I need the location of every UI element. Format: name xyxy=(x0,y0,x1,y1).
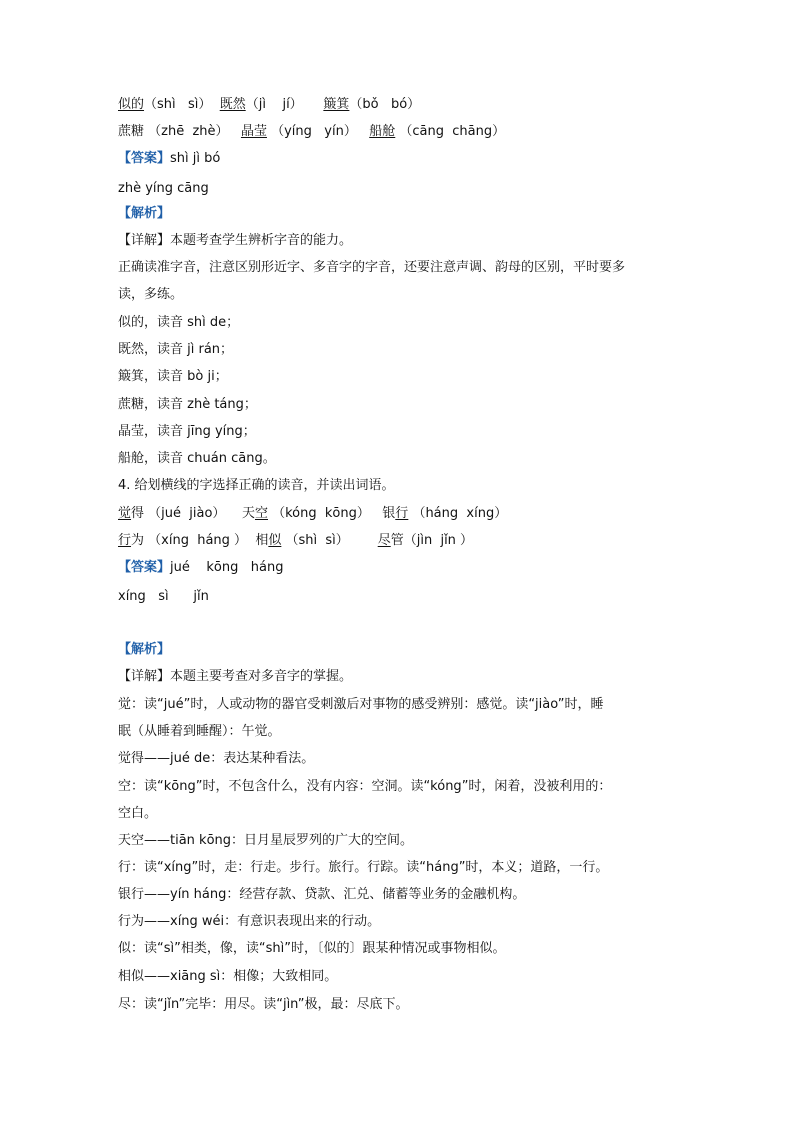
pinyin-options: （jì jí） xyxy=(245,97,303,112)
explanation-line: 行：读“xíng”时，走：行走。步行。旅行。行踪。读“háng”时，本义；道路，一行。 xyxy=(118,860,609,875)
pinyin-row-1 xyxy=(118,96,420,114)
underlined-char: 尽 xyxy=(377,533,391,548)
plain-char: 相 xyxy=(255,533,269,548)
reading-line: 蔗糖，读音 zhè táng； xyxy=(118,397,257,412)
word-jiran: 既然 xyxy=(219,97,246,112)
word-zhetang: 蔗糖 xyxy=(118,124,145,139)
plain-char: 银 xyxy=(382,506,396,521)
paragraph-line: 读，多练。 xyxy=(118,287,184,302)
pinyin-options: （zhē zhè） xyxy=(144,124,229,139)
answer-line xyxy=(118,150,220,168)
detail-line xyxy=(118,232,352,250)
underlined-char: 行 xyxy=(395,506,409,521)
answer-tag: 【答案】 xyxy=(118,151,171,166)
explanation-line: 觉得——jué de：表达某种看法。 xyxy=(118,751,315,766)
explanation-line: 觉：读“jué”时，人或动物的器官受刺激后对事物的感受辨别：感觉。读“jiào”时，睡 xyxy=(118,697,604,712)
plain-char: 管 xyxy=(390,533,404,548)
pinyin-options: （shì sì） xyxy=(281,533,349,548)
pinyin-options: （xíng háng ） xyxy=(144,533,248,548)
plain-char: 为 xyxy=(131,533,145,548)
detail-text: 本题考查学生辨析字音的能力。 xyxy=(170,233,353,248)
explanation-line: 似：读“sì”相类，像，读“shì”时，〔似的〕跟某种情况或事物相似。 xyxy=(118,941,506,956)
underlined-char: 空 xyxy=(254,506,268,521)
pinyin-options: （jué jiào） xyxy=(144,506,226,521)
answer-text: jué kōng háng xyxy=(170,560,284,575)
pinyin-options: （cāng chāng） xyxy=(395,124,506,139)
word-chuancang: 船舱 xyxy=(369,124,396,139)
answer-line-2: xíng sì jǐn xyxy=(118,589,209,604)
explanation-line: 空白。 xyxy=(118,806,158,821)
detail-line xyxy=(118,668,352,686)
answer-text: shì jì bó xyxy=(170,151,221,166)
explanation-line: 天空——tiān kōng：日月星辰罗列的广大的空间。 xyxy=(118,833,414,848)
paragraph-line: 正确读准字音，注意区别形近字、多音字的字音，还要注意声调、韵母的区别，平时要多 xyxy=(118,260,626,275)
explanation-line: 银行——yín háng：经营存款、贷款、汇兑、储蓄等业务的金融机构。 xyxy=(118,887,526,902)
plain-char: 天 xyxy=(241,506,255,521)
pinyin-options: （kóng kōng） xyxy=(267,506,370,521)
analysis-tag: 【解析】 xyxy=(118,206,171,221)
analysis-tag: 【解析】 xyxy=(118,642,171,657)
detail-text: 本题主要考查对多音字的掌握。 xyxy=(170,669,353,684)
q4-row-2 xyxy=(118,532,473,550)
answer-line xyxy=(118,559,283,577)
explanation-line: 眠（从睡着到睡醒）：午觉。 xyxy=(118,724,281,739)
pinyin-options: （shì sì） xyxy=(144,97,212,112)
q4-row-1 xyxy=(118,505,507,523)
reading-line: 既然，读音 jì rán； xyxy=(118,342,234,357)
plain-char: 得 xyxy=(131,506,145,521)
explanation-line: 空：读“kōng”时，不包含什么，没有内容：空洞。读“kóng”时，闲着，没被利用的： xyxy=(118,779,612,794)
explanation-line: 行为——xíng wéi：有意识表现出来的行动。 xyxy=(118,914,381,929)
question-title: 4. 给划横线的字选择正确的读音，并读出词语。 xyxy=(118,478,395,493)
underlined-char: 似 xyxy=(268,533,282,548)
underlined-char: 行 xyxy=(118,533,132,548)
detail-tag: 【详解】 xyxy=(118,233,171,248)
reading-line: 船舱，读音 chuán cāng。 xyxy=(118,451,276,466)
word-boji: 簸箕 xyxy=(323,97,350,112)
reading-line: 晶莹，读音 jīng yíng； xyxy=(118,424,256,439)
reading-line: 簸箕，读音 bò ji； xyxy=(118,369,228,384)
reading-line: 似的，读音 shì de； xyxy=(118,315,240,330)
detail-tag: 【详解】 xyxy=(118,669,171,684)
word-sishi: 似的 xyxy=(118,97,145,112)
underlined-char: 觉 xyxy=(118,506,132,521)
answer-line-2: zhè yíng cāng xyxy=(118,181,209,196)
explanation-line: 尽：读“jǐn”完毕：用尽。读“jìn”极，最：尽底下。 xyxy=(118,997,409,1012)
pinyin-options: （háng xíng） xyxy=(408,506,508,521)
word-jingying: 晶莹 xyxy=(240,124,267,139)
pinyin-options: （jìn jǐn ） xyxy=(403,533,474,548)
pinyin-row-2 xyxy=(118,123,505,141)
answer-tag: 【答案】 xyxy=(118,560,171,575)
explanation-line: 相似——xiāng sì：相像；大致相同。 xyxy=(118,969,338,984)
pinyin-options: （yíng yín） xyxy=(266,124,357,139)
pinyin-options: （bǒ bó） xyxy=(349,97,421,112)
